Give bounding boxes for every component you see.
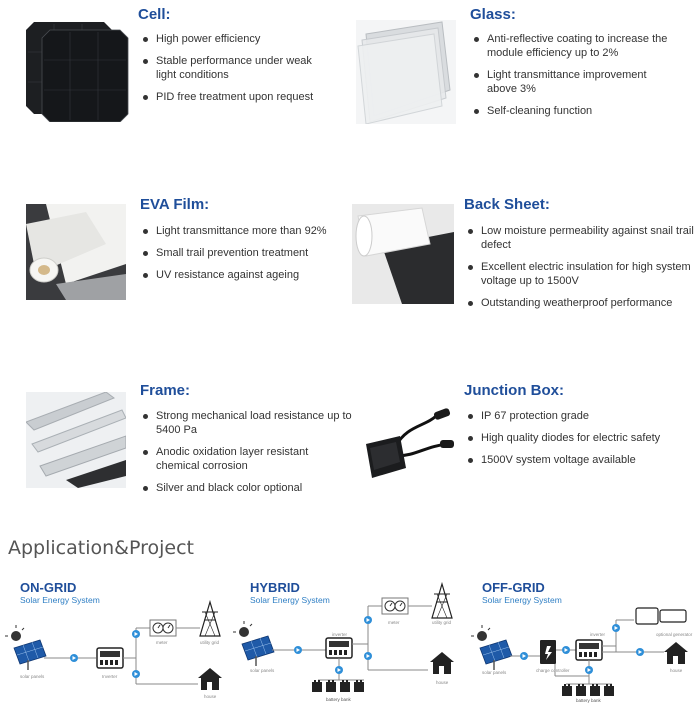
- off-grid-diagram: [471, 608, 693, 703]
- off-grid-title: OFF-GRID: [482, 580, 545, 595]
- flow-arrow-icon: [70, 654, 78, 662]
- list-item: Self-cleaning function: [473, 104, 673, 118]
- flow-arrow-icon: [520, 652, 528, 660]
- inverter-icon: [576, 640, 602, 660]
- cell-image: [22, 18, 134, 122]
- label-inverter: inverter: [590, 632, 606, 637]
- battery-icon: [326, 680, 336, 692]
- list-item: High power efficiency: [142, 32, 332, 46]
- list-item: Low moisture permeability against snail trail defect: [467, 224, 697, 252]
- utility-grid-icon: [432, 584, 452, 618]
- meter-icon: [382, 598, 408, 614]
- label-house: house: [204, 694, 217, 699]
- house-icon: [430, 652, 454, 674]
- on-grid-title: ON-GRID: [20, 580, 77, 595]
- label-house: house: [670, 668, 683, 673]
- flow-arrow-icon: [132, 670, 140, 678]
- battery-icon: [576, 684, 586, 696]
- list-item: Silver and black color optional: [142, 481, 352, 495]
- application-section-title: Application&Project: [8, 537, 194, 559]
- label-solar-panels: solar panels: [20, 674, 45, 679]
- label-inverter: inverter: [332, 632, 348, 637]
- label-solar-panels: solar panels: [250, 668, 275, 673]
- flow-arrow-icon: [294, 646, 302, 654]
- generator-icon: [636, 608, 686, 624]
- utility-grid-icon: [200, 602, 220, 636]
- label-inverter: Inverter: [102, 674, 118, 679]
- junction-box-title: Junction Box:: [464, 382, 564, 399]
- flow-arrow-icon: [132, 630, 140, 638]
- glass-image: [356, 20, 456, 124]
- flow-arrow-icon: [562, 646, 570, 654]
- battery-icon: [590, 684, 600, 696]
- on-grid-subtitle: Solar Energy System: [20, 595, 100, 605]
- battery-icon: [604, 684, 614, 696]
- junction-box-image: [356, 396, 456, 492]
- label-battery-bank: battery bank: [576, 698, 601, 703]
- list-item: Excellent electric insulation for high system voltage up to 1500V: [467, 260, 697, 288]
- flow-arrow-icon: [364, 616, 372, 624]
- back-sheet-image: [352, 204, 454, 304]
- battery-icon: [354, 680, 364, 692]
- frame-image: [26, 392, 126, 488]
- system-diagrams: [0, 580, 700, 703]
- solar-panel-icon: [5, 625, 46, 670]
- house-icon: [664, 642, 688, 664]
- flow-arrow-icon: [636, 648, 644, 656]
- back-sheet-title: Back Sheet:: [464, 196, 550, 213]
- junction-box-bullets: [467, 409, 687, 475]
- label-solar-panels: solar panels: [482, 670, 507, 675]
- label-battery-bank: battery bank: [326, 697, 351, 702]
- glass-title: Glass:: [470, 6, 516, 23]
- label-optional-generator: optional generator: [656, 632, 693, 637]
- inverter-icon: [326, 638, 352, 658]
- label-house: house: [436, 680, 449, 685]
- inverter-icon: [97, 648, 123, 668]
- list-item: 1500V system voltage available: [467, 453, 687, 467]
- house-icon: [198, 668, 222, 690]
- battery-icon: [340, 680, 350, 692]
- list-item: Anodic oxidation layer resistant chemical corrosion: [142, 445, 352, 473]
- list-item: Light transmittance improvement above 3%: [473, 68, 673, 96]
- flow-arrow-icon: [585, 666, 593, 674]
- list-item: High quality diodes for electric safety: [467, 431, 687, 445]
- label-meter: meter: [388, 620, 400, 625]
- solar-panel-icon: [233, 621, 274, 666]
- list-item: PID free treatment upon request: [142, 90, 332, 104]
- meter-icon: [150, 620, 176, 636]
- flow-arrow-icon: [335, 666, 343, 674]
- eva-film-bullets: [142, 224, 342, 290]
- frame-title: Frame:: [140, 382, 191, 399]
- label-utility-grid: utility grid: [200, 640, 220, 645]
- back-sheet-bullets: [467, 224, 697, 318]
- list-item: Strong mechanical load resistance up to 5400 Pa: [142, 409, 352, 437]
- battery-icon: [312, 680, 322, 692]
- list-item: Outstanding weatherproof performance: [467, 296, 697, 310]
- list-item: Small trail prevention treatment: [142, 246, 342, 260]
- battery-icon: [562, 684, 572, 696]
- hybrid-subtitle: Solar Energy System: [250, 595, 330, 605]
- cell-title: Cell:: [138, 6, 171, 23]
- solar-panel-icon: [471, 625, 512, 670]
- frame-bullets: [142, 409, 352, 503]
- on-grid-diagram: [5, 602, 222, 699]
- eva-film-title: EVA Film:: [140, 196, 210, 213]
- label-utility-grid: utility grid: [432, 620, 452, 625]
- charge-controller-icon: [540, 640, 556, 664]
- cell-bullets: [142, 32, 332, 112]
- flow-arrow-icon: [612, 624, 620, 632]
- flow-arrow-icon: [364, 652, 372, 660]
- glass-bullets: [473, 32, 673, 126]
- off-grid-subtitle: Solar Energy System: [482, 595, 562, 605]
- hybrid-title: HYBRID: [250, 580, 300, 595]
- label-charge-controller: charge controller: [536, 668, 570, 673]
- list-item: Anti-reflective coating to increase the module efficiency up to 2%: [473, 32, 673, 60]
- label-meter: meter: [156, 640, 168, 645]
- list-item: UV resistance against ageing: [142, 268, 342, 282]
- list-item: Stable performance under weak light conditions: [142, 54, 332, 82]
- list-item: IP 67 protection grade: [467, 409, 687, 423]
- eva-film-image: [26, 204, 126, 300]
- list-item: Light transmittance more than 92%: [142, 224, 342, 238]
- hybrid-diagram: [233, 584, 454, 702]
